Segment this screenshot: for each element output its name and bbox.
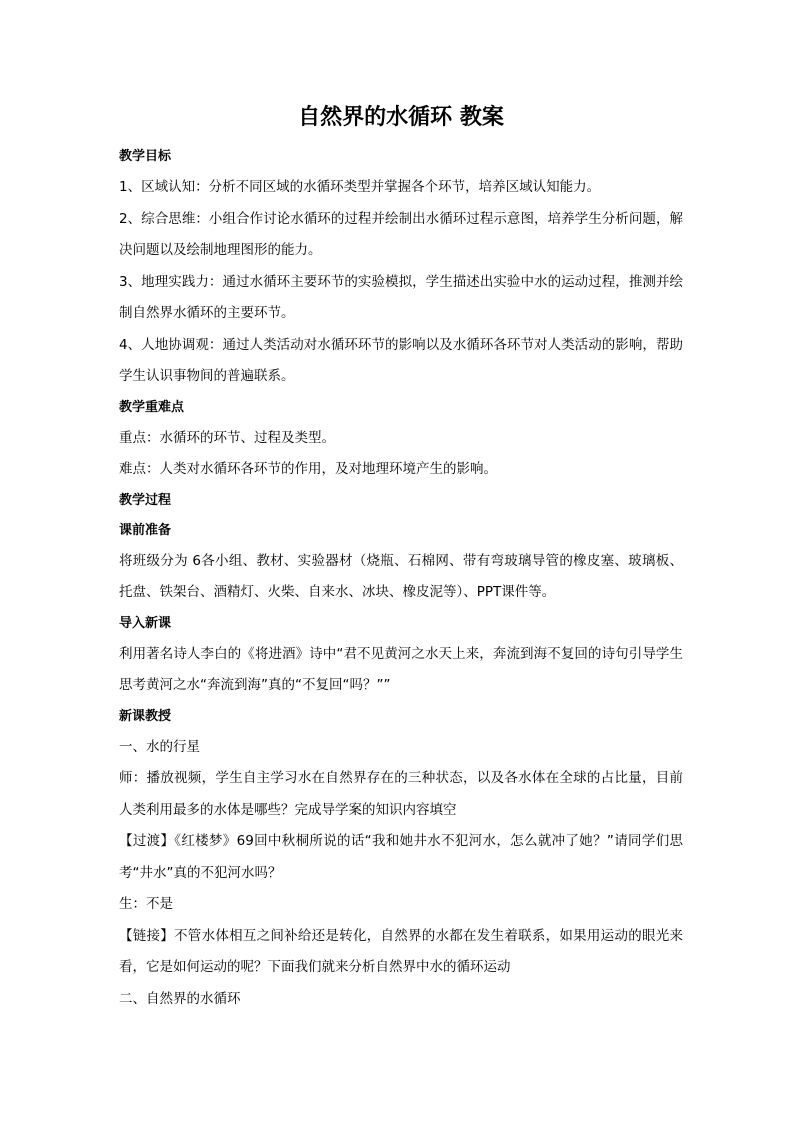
subheading-water-planet: 一、水的行星	[119, 738, 200, 755]
intro-text	[119, 639, 683, 702]
key-points-heading: 教学重难点	[119, 399, 185, 415]
transition-quote: 我和她井水不犯河水，怎么就冲了她？	[371, 833, 607, 849]
goal-3: 3、地理实践力：通过水循环主要环节的实验模拟，学生描述出实验中水的运动过程，推测并绘制自然界水循环的主要环节。	[119, 273, 683, 321]
intro-part2: 奔流到海不复回的诗句引导学生思考黄河之水“奔流到海”真的“不复回“吗？””	[119, 645, 684, 693]
document-page	[119, 98, 683, 1015]
subheading-water-cycle: 二、自然界的水循环	[119, 990, 241, 1007]
teacher-text: 师：播放视频，学生自主学习水在自然界存在的三种状态，以及各水体在全球的占比量，目前人类利用最多的水体是哪些？完成导学案的知识内容填空	[119, 770, 683, 818]
intro-poem: 君不见黄河之水天上来，	[343, 645, 493, 662]
transition-part2: ”请同学们思考“井水”真的不犯河水吗？	[119, 833, 684, 881]
intro-part1: 利用著名诗人李白的《将进酒》诗中“	[119, 645, 344, 662]
goal-4: 4、人地协调观：通过人类活动对水循环环节的影响以及水循环各环节对人类活动的影响，帮助学生认识事物间的普遍联系。	[119, 336, 683, 384]
goal-2: 2、综合思维：小组合作讨论水循环的过程并绘制出水循环过程示意图，培养学生分析问题，解决问题以及绘制地理图形的能力。	[119, 210, 683, 258]
difficult-point: 难点：人类对水循环各环节的作用，及对地理环境产生的影响。	[119, 461, 497, 477]
process-heading: 教学过程	[119, 492, 172, 508]
transition-text	[119, 826, 683, 889]
goals-heading: 教学目标	[119, 149, 172, 164]
key-point: 重点：水循环的环节、过程及类型。	[119, 429, 335, 446]
goal-1: 1、区域认知：分析不同区域的水循环类型并掌握各个环节，培养区域认知能力。	[119, 179, 601, 195]
preparation-text: 将班级分为 6各小组、教材、实验器材（烧瓶、石棉网、带有弯玻璃导管的橡皮塞、玻璃板、托盘、铁架台、酒精灯、火柴、自来水、冰块、橡皮泥等）、PPT课件等。	[119, 552, 683, 600]
document-title: 自然界的水循环 教案	[298, 105, 504, 130]
transition-part1: 【过渡】《红楼梦》69回中秋桐所说的话“	[119, 833, 372, 849]
intro-heading: 导入新课	[119, 615, 172, 631]
student-text: 生：不是	[119, 896, 173, 912]
link-text: 【链接】不管水体相互之间补给还是转化，自然界的水都在发生着联系，如果用运动的眼光来看，它是如何运动的呢？下面我们就来分析自然界中水的循环运动	[119, 927, 683, 975]
preparation-heading: 课前准备	[119, 522, 172, 538]
new-lesson-heading: 新课教授	[119, 708, 172, 724]
